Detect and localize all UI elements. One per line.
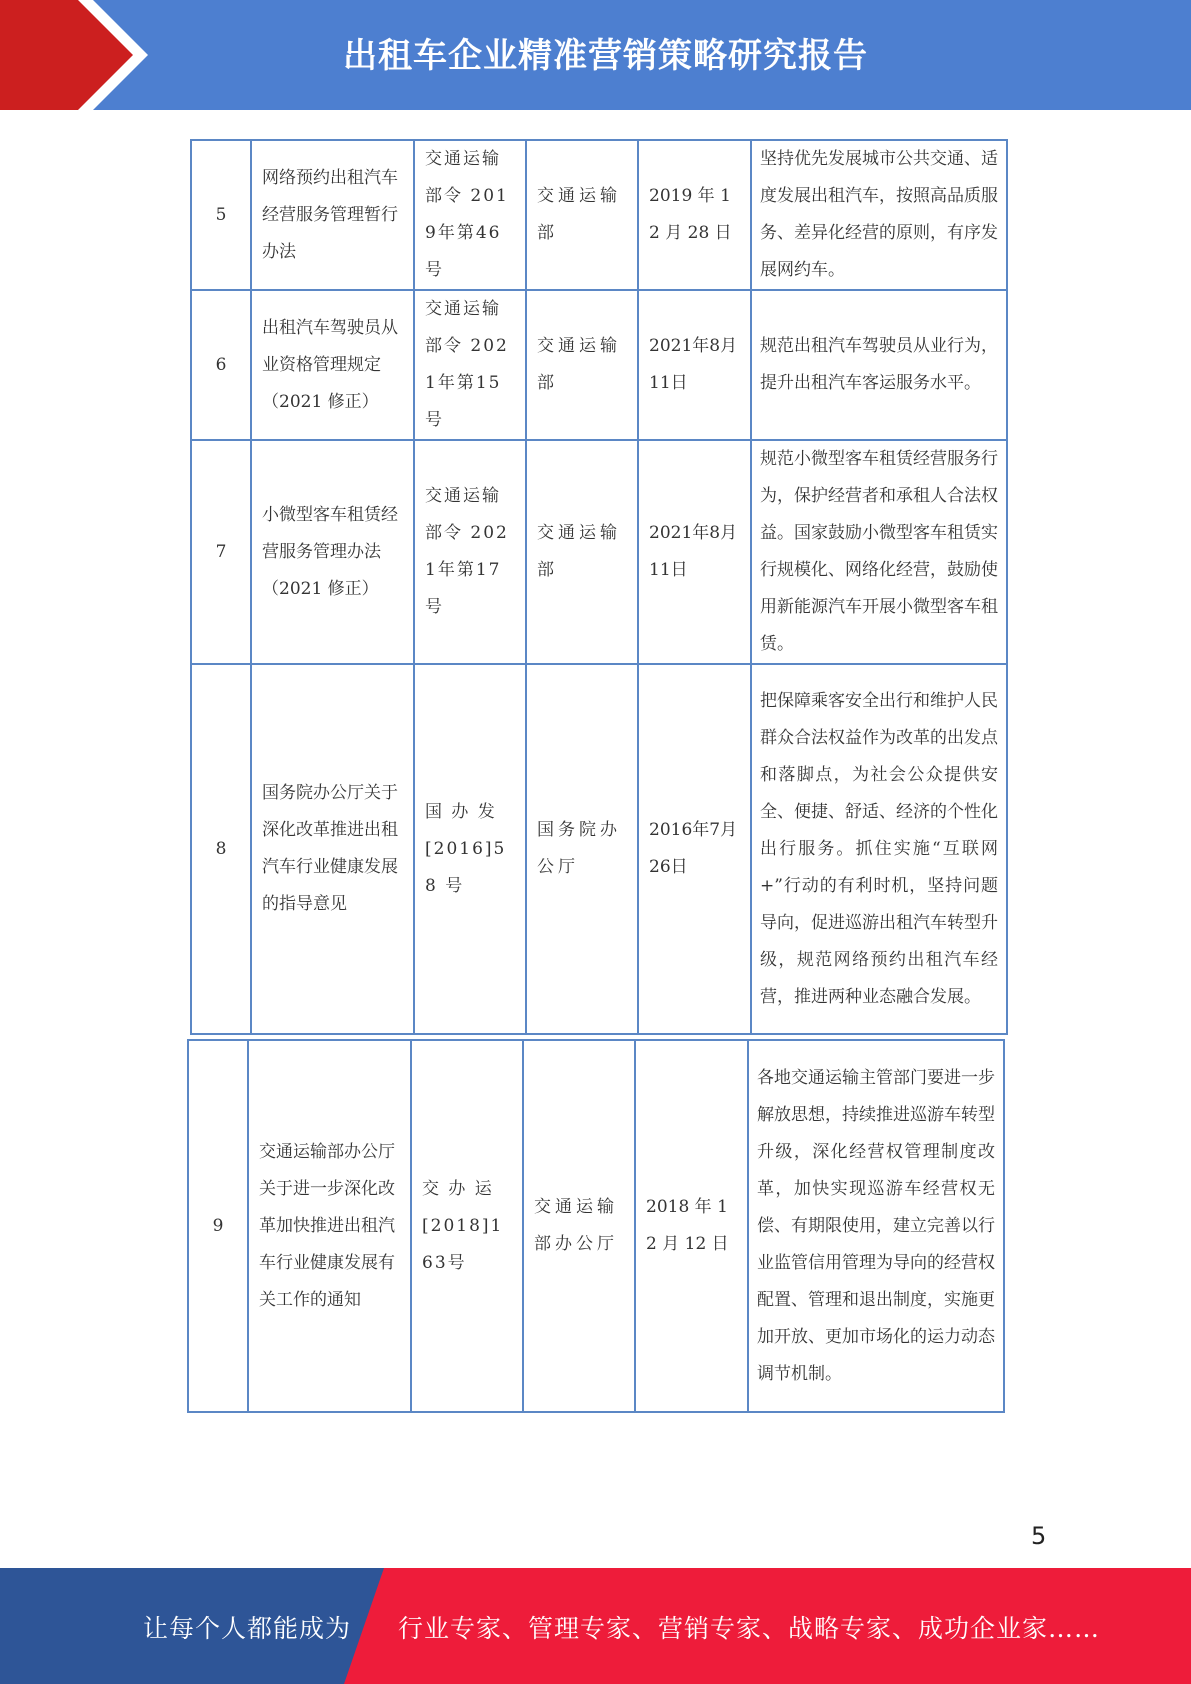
issuing-authority: 交通运输部 <box>526 140 638 290</box>
table-row <box>191 140 1007 290</box>
document-number: 交通运输部令 2021年第17号 <box>414 440 526 664</box>
regulation-description: 规范出租汽车驾驶员从业行为，提升出租汽车客运服务水平。 <box>751 290 1007 440</box>
page-number: 5 <box>1031 1522 1047 1550</box>
regulation-description: 各地交通运输主管部门要进一步解放思想，持续推进巡游车转型升级，深化经营权管理制度改革，加快实现巡游车经营权无偿、有期限使用，建立完善以行业监管信用管理为导向的经营权配置、管理和退出制度，实施更加开放、更加市场化的运力动态调节机制。 <box>748 1040 1004 1412</box>
regulation-name: 小微型客车租赁经营服务管理办法（2021 修正） <box>251 440 414 664</box>
document-number: 交通运输部令 2019年第46号 <box>414 140 526 290</box>
regulation-description: 把保障乘客安全出行和维护人民群众合法权益作为改革的出发点和落脚点，为社会公众提供安全、便捷、舒适、经济的个性化出行服务。抓住实施“互联网+”行动的有利时机，坚持问题导向，促进巡游出租汽车转型升级，规范网络预约出租汽车经营，推进两种业态融合发展。 <box>751 664 1007 1034</box>
document-number: 国 办 发[2016]58 号 <box>414 664 526 1034</box>
document-number: 交 办 运[2018]163号 <box>411 1040 523 1412</box>
regulations-table-1 <box>190 139 1008 1035</box>
issuing-authority: 交通运输部办公厅 <box>523 1040 635 1412</box>
row-number: 8 <box>191 664 251 1034</box>
regulations-table-2 <box>187 1039 1005 1413</box>
regulation-description: 坚持优先发展城市公共交通、适度发展出租汽车，按照高品质服务、差异化经营的原则，有序发展网约车。 <box>751 140 1007 290</box>
regulation-name: 国务院办公厅关于深化改革推进出租汽车行业健康发展的指导意见 <box>251 664 414 1034</box>
regulation-name: 交通运输部办公厅关于进一步深化改革加快推进出租汽车行业健康发展有关工作的通知 <box>248 1040 411 1412</box>
issuing-authority: 国务院办公厅 <box>526 664 638 1034</box>
issuing-authority: 交通运输部 <box>526 290 638 440</box>
regulation-name: 网络预约出租汽车经营服务管理暂行办法 <box>251 140 414 290</box>
footer-slogan-left: 让每个人都能成为 <box>143 1614 352 1643</box>
issuing-authority: 交通运输部 <box>526 440 638 664</box>
table-row <box>188 1040 1004 1412</box>
page-header <box>0 0 1191 110</box>
issue-date: 2021年8月11日 <box>638 440 751 664</box>
report-title: 出租车企业精准营销策略研究报告 <box>343 36 868 76</box>
table-row <box>191 664 1007 1034</box>
table-row <box>191 440 1007 664</box>
row-number: 6 <box>191 290 251 440</box>
table-row <box>191 290 1007 440</box>
footer-slogan-right: 行业专家、管理专家、营销专家、战略专家、成功企业家…… <box>398 1614 1101 1643</box>
issue-date: 2018 年 12 月 12 日 <box>635 1040 748 1412</box>
regulation-name: 出租汽车驾驶员从业资格管理规定（2021 修正） <box>251 290 414 440</box>
row-number: 7 <box>191 440 251 664</box>
row-number: 5 <box>191 140 251 290</box>
document-number: 交通运输部令 2021年第15号 <box>414 290 526 440</box>
page-footer <box>0 1568 1191 1684</box>
regulation-description: 规范小微型客车租赁经营服务行为，保护经营者和承租人合法权益。国家鼓励小微型客车租赁实行规模化、网络化经营，鼓励使用新能源汽车开展小微型客车租赁。 <box>751 440 1007 664</box>
row-number: 9 <box>188 1040 248 1412</box>
issue-date: 2016年7月26日 <box>638 664 751 1034</box>
issue-date: 2019 年 12 月 28 日 <box>638 140 751 290</box>
issue-date: 2021年8月11日 <box>638 290 751 440</box>
